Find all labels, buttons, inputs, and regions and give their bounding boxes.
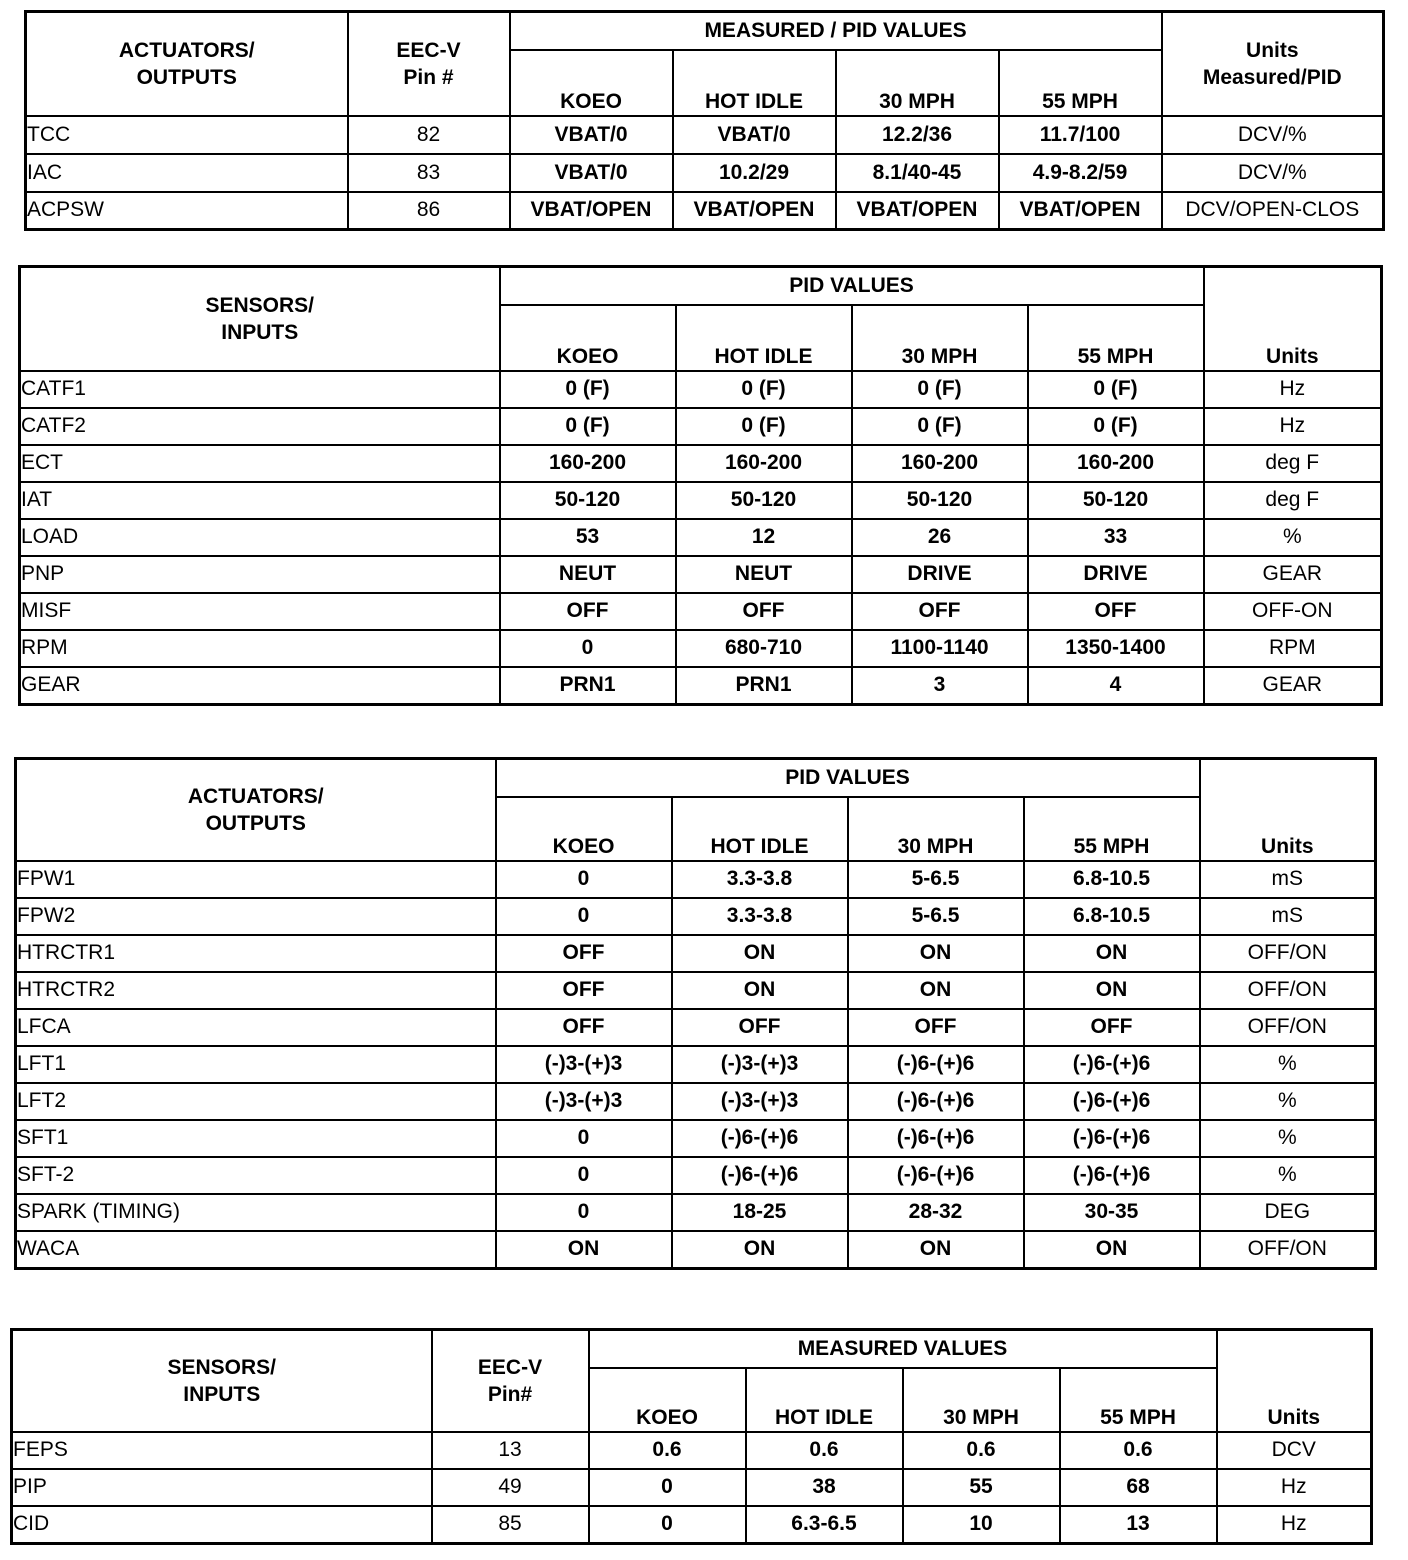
value-cell: 6.8-10.5	[1024, 861, 1200, 898]
table-row	[16, 1046, 1376, 1083]
category-header: SENSORS/ INPUTS	[20, 267, 500, 371]
row-name: SFT-2	[16, 1157, 496, 1194]
value-cell: 3.3-3.8	[672, 861, 848, 898]
row-name: IAT	[20, 482, 500, 519]
table-row	[20, 482, 1382, 519]
table-row	[20, 445, 1382, 482]
value-cell: NEUT	[500, 556, 676, 593]
unit-cell: deg F	[1204, 482, 1382, 519]
value-cell: VBAT/0	[673, 116, 836, 154]
value-cell: 1100-1140	[852, 630, 1028, 667]
row-name: MISF	[20, 593, 500, 630]
value-cell: ON	[848, 1231, 1024, 1269]
unit-cell: DCV/%	[1162, 116, 1384, 154]
value-cell: ON	[1024, 972, 1200, 1009]
group-header: PID VALUES	[496, 759, 1200, 797]
row-name: LFT2	[16, 1083, 496, 1120]
value-cell: 50-120	[500, 482, 676, 519]
condition-header-30mph: 30 MPH	[848, 797, 1024, 861]
value-cell: 50-120	[852, 482, 1028, 519]
group-header: MEASURED VALUES	[589, 1330, 1217, 1368]
value-cell: 0	[496, 861, 672, 898]
unit-cell: %	[1200, 1120, 1376, 1157]
value-cell: 10	[903, 1506, 1060, 1544]
value-cell: 0 (F)	[500, 408, 676, 445]
value-cell: NEUT	[676, 556, 852, 593]
value-cell: PRN1	[500, 667, 676, 705]
value-cell: 6.3-6.5	[746, 1506, 903, 1544]
pin-header: EEC-V Pin #	[348, 12, 510, 116]
row-pin: 13	[432, 1432, 589, 1469]
value-cell: 0 (F)	[852, 371, 1028, 408]
value-cell: 26	[852, 519, 1028, 556]
value-cell: 160-200	[676, 445, 852, 482]
value-cell: 5-6.5	[848, 898, 1024, 935]
row-name: FEPS	[12, 1432, 432, 1469]
value-cell: (-)6-(+)6	[1024, 1157, 1200, 1194]
value-cell: (-)6-(+)6	[848, 1083, 1024, 1120]
value-cell: (-)3-(+)3	[496, 1083, 672, 1120]
unit-cell: Hz	[1217, 1469, 1372, 1506]
value-cell: 13	[1060, 1506, 1217, 1544]
value-cell: (-)6-(+)6	[848, 1157, 1024, 1194]
value-cell: 53	[500, 519, 676, 556]
value-cell: 160-200	[1028, 445, 1204, 482]
value-cell: 0	[589, 1469, 746, 1506]
condition-header-55mph: 55 MPH	[1060, 1368, 1217, 1432]
value-cell: 0 (F)	[676, 371, 852, 408]
value-cell: VBAT/OPEN	[673, 192, 836, 230]
table-row	[20, 519, 1382, 556]
category-header: SENSORS/ INPUTS	[12, 1330, 432, 1432]
value-cell: 5-6.5	[848, 861, 1024, 898]
value-cell: ON	[672, 972, 848, 1009]
value-cell: 0	[589, 1506, 746, 1544]
value-cell: 0	[496, 1194, 672, 1231]
condition-header-koeo: KOEO	[510, 50, 673, 116]
value-cell: (-)3-(+)3	[672, 1046, 848, 1083]
table-row	[12, 1469, 1372, 1506]
condition-header-koeo: KOEO	[589, 1368, 746, 1432]
value-cell: ON	[672, 1231, 848, 1269]
value-cell: (-)6-(+)6	[1024, 1083, 1200, 1120]
row-name: LFT1	[16, 1046, 496, 1083]
table-row	[26, 192, 1384, 230]
value-cell: 3	[852, 667, 1028, 705]
value-cell: (-)6-(+)6	[848, 1046, 1024, 1083]
table-row	[16, 898, 1376, 935]
unit-cell: OFF/ON	[1200, 1231, 1376, 1269]
row-name: RPM	[20, 630, 500, 667]
unit-cell: %	[1204, 519, 1382, 556]
value-cell: ON	[1024, 1231, 1200, 1269]
table-row	[26, 116, 1384, 154]
value-cell: (-)3-(+)3	[496, 1046, 672, 1083]
value-cell: 18-25	[672, 1194, 848, 1231]
group-header: MEASURED / PID VALUES	[510, 12, 1162, 50]
units-header: Units	[1217, 1330, 1372, 1432]
value-cell: 0 (F)	[676, 408, 852, 445]
group-header: PID VALUES	[500, 267, 1204, 305]
value-cell: OFF	[496, 935, 672, 972]
value-cell: 160-200	[852, 445, 1028, 482]
value-cell: (-)6-(+)6	[1024, 1120, 1200, 1157]
value-cell: (-)6-(+)6	[848, 1120, 1024, 1157]
value-cell: VBAT/0	[510, 154, 673, 192]
value-cell: 160-200	[500, 445, 676, 482]
value-cell: 38	[746, 1469, 903, 1506]
unit-cell: DEG	[1200, 1194, 1376, 1231]
value-cell: DRIVE	[852, 556, 1028, 593]
value-cell: 680-710	[676, 630, 852, 667]
table-row	[20, 593, 1382, 630]
unit-cell: OFF/ON	[1200, 1009, 1376, 1046]
unit-cell: mS	[1200, 861, 1376, 898]
table-row	[16, 1157, 1376, 1194]
unit-cell: %	[1200, 1157, 1376, 1194]
condition-header-hot-idle: HOT IDLE	[676, 305, 852, 371]
condition-header-hot-idle: HOT IDLE	[673, 50, 836, 116]
unit-cell: mS	[1200, 898, 1376, 935]
condition-header-30mph: 30 MPH	[903, 1368, 1060, 1432]
value-cell: 55	[903, 1469, 1060, 1506]
value-cell: OFF	[1028, 593, 1204, 630]
value-cell: (-)3-(+)3	[672, 1083, 848, 1120]
value-cell: VBAT/OPEN	[999, 192, 1162, 230]
value-cell: OFF	[496, 1009, 672, 1046]
value-cell: 0.6	[589, 1432, 746, 1469]
value-cell: VBAT/OPEN	[836, 192, 999, 230]
row-name: CATF2	[20, 408, 500, 445]
row-name: ACPSW	[26, 192, 348, 230]
table-row	[16, 1120, 1376, 1157]
condition-header-55mph: 55 MPH	[1024, 797, 1200, 861]
value-cell: ON	[672, 935, 848, 972]
value-cell: 0.6	[746, 1432, 903, 1469]
unit-cell: Hz	[1217, 1506, 1372, 1544]
condition-header-30mph: 30 MPH	[852, 305, 1028, 371]
row-name: FPW2	[16, 898, 496, 935]
row-name: LOAD	[20, 519, 500, 556]
row-name: CATF1	[20, 371, 500, 408]
value-cell: 0	[496, 1157, 672, 1194]
row-pin: 83	[348, 154, 510, 192]
value-cell: 0 (F)	[500, 371, 676, 408]
value-cell: 10.2/29	[673, 154, 836, 192]
value-cell: 3.3-3.8	[672, 898, 848, 935]
value-cell: (-)6-(+)6	[1024, 1046, 1200, 1083]
table-row	[20, 371, 1382, 408]
category-header: ACTUATORS/ OUTPUTS	[16, 759, 496, 861]
value-cell: OFF	[848, 1009, 1024, 1046]
table-row	[16, 1194, 1376, 1231]
value-cell: ON	[848, 972, 1024, 1009]
units-header: Units Measured/PID	[1162, 12, 1384, 116]
value-cell: 68	[1060, 1469, 1217, 1506]
value-cell: 0 (F)	[1028, 408, 1204, 445]
row-name: PIP	[12, 1469, 432, 1506]
condition-header-koeo: KOEO	[496, 797, 672, 861]
value-cell: (-)6-(+)6	[672, 1157, 848, 1194]
row-name: LFCA	[16, 1009, 496, 1046]
row-name: PNP	[20, 556, 500, 593]
row-name: HTRCTR1	[16, 935, 496, 972]
actuators-pid-table	[14, 757, 1377, 1270]
value-cell: 0	[496, 1120, 672, 1157]
value-cell: 4.9-8.2/59	[999, 154, 1162, 192]
units-header: Units	[1200, 759, 1376, 861]
row-pin: 49	[432, 1469, 589, 1506]
value-cell: 1350-1400	[1028, 630, 1204, 667]
unit-cell: Hz	[1204, 408, 1382, 445]
unit-cell: GEAR	[1204, 556, 1382, 593]
table-row	[16, 935, 1376, 972]
actuators-measured-pid-table	[24, 10, 1385, 231]
value-cell: 12.2/36	[836, 116, 999, 154]
condition-header-hot-idle: HOT IDLE	[746, 1368, 903, 1432]
table-row	[16, 1083, 1376, 1120]
value-cell: 0.6	[903, 1432, 1060, 1469]
row-name: SFT1	[16, 1120, 496, 1157]
sensors-measured-table	[10, 1328, 1373, 1545]
sensors-pid-table	[18, 265, 1383, 706]
value-cell: ON	[496, 1231, 672, 1269]
row-name: ECT	[20, 445, 500, 482]
row-pin: 85	[432, 1506, 589, 1544]
unit-cell: deg F	[1204, 445, 1382, 482]
table-row	[12, 1432, 1372, 1469]
table-row	[20, 408, 1382, 445]
value-cell: 0.6	[1060, 1432, 1217, 1469]
value-cell: (-)6-(+)6	[672, 1120, 848, 1157]
value-cell: 4	[1028, 667, 1204, 705]
unit-cell: OFF/ON	[1200, 935, 1376, 972]
unit-cell: Hz	[1204, 371, 1382, 408]
value-cell: DRIVE	[1028, 556, 1204, 593]
value-cell: ON	[1024, 935, 1200, 972]
table-row	[20, 630, 1382, 667]
pin-header: EEC-V Pin#	[432, 1330, 589, 1432]
table-row	[16, 1009, 1376, 1046]
value-cell: 50-120	[1028, 482, 1204, 519]
value-cell: 30-35	[1024, 1194, 1200, 1231]
value-cell: 11.7/100	[999, 116, 1162, 154]
table-row	[12, 1506, 1372, 1544]
value-cell: OFF	[852, 593, 1028, 630]
unit-cell: %	[1200, 1083, 1376, 1120]
units-header: Units	[1204, 267, 1382, 371]
value-cell: 28-32	[848, 1194, 1024, 1231]
unit-cell: DCV/%	[1162, 154, 1384, 192]
value-cell: 6.8-10.5	[1024, 898, 1200, 935]
row-pin: 82	[348, 116, 510, 154]
condition-header-hot-idle: HOT IDLE	[672, 797, 848, 861]
condition-header-55mph: 55 MPH	[1028, 305, 1204, 371]
value-cell: VBAT/0	[510, 116, 673, 154]
condition-header-koeo: KOEO	[500, 305, 676, 371]
value-cell: PRN1	[676, 667, 852, 705]
value-cell: 12	[676, 519, 852, 556]
category-header: ACTUATORS/ OUTPUTS	[26, 12, 348, 116]
row-name: SPARK (TIMING)	[16, 1194, 496, 1231]
value-cell: ON	[848, 935, 1024, 972]
unit-cell: RPM	[1204, 630, 1382, 667]
row-name: FPW1	[16, 861, 496, 898]
value-cell: OFF	[676, 593, 852, 630]
value-cell: 0 (F)	[852, 408, 1028, 445]
row-name: TCC	[26, 116, 348, 154]
unit-cell: OFF-ON	[1204, 593, 1382, 630]
value-cell: OFF	[1024, 1009, 1200, 1046]
condition-header-55mph: 55 MPH	[999, 50, 1162, 116]
table-row	[16, 1231, 1376, 1269]
value-cell: 33	[1028, 519, 1204, 556]
row-name: CID	[12, 1506, 432, 1544]
table-row	[16, 972, 1376, 1009]
row-name: HTRCTR2	[16, 972, 496, 1009]
value-cell: 50-120	[676, 482, 852, 519]
value-cell: 0	[496, 898, 672, 935]
value-cell: OFF	[496, 972, 672, 1009]
condition-header-30mph: 30 MPH	[836, 50, 999, 116]
unit-cell: OFF/ON	[1200, 972, 1376, 1009]
value-cell: OFF	[672, 1009, 848, 1046]
value-cell: OFF	[500, 593, 676, 630]
row-pin: 86	[348, 192, 510, 230]
value-cell: 8.1/40-45	[836, 154, 999, 192]
unit-cell: GEAR	[1204, 667, 1382, 705]
unit-cell: DCV	[1217, 1432, 1372, 1469]
table-row	[20, 667, 1382, 705]
unit-cell: DCV/OPEN-CLOS	[1162, 192, 1384, 230]
table-row	[16, 861, 1376, 898]
value-cell: 0	[500, 630, 676, 667]
unit-cell: %	[1200, 1046, 1376, 1083]
table-row	[20, 556, 1382, 593]
row-name: GEAR	[20, 667, 500, 705]
table-row	[26, 154, 1384, 192]
value-cell: VBAT/OPEN	[510, 192, 673, 230]
value-cell: 0 (F)	[1028, 371, 1204, 408]
row-name: WACA	[16, 1231, 496, 1269]
row-name: IAC	[26, 154, 348, 192]
